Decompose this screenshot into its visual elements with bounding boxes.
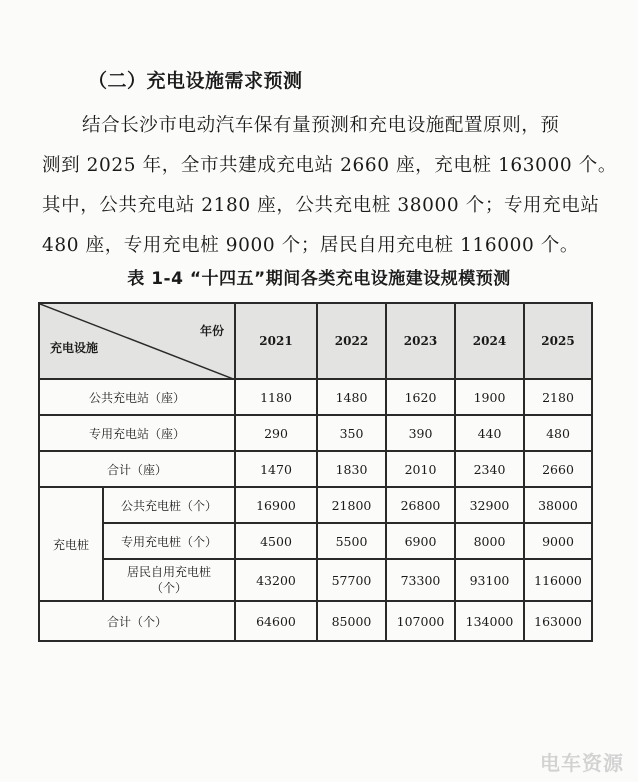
table-cell: 390 [386, 415, 455, 451]
body-paragraph [42, 106, 617, 266]
year-header: 2024 [455, 303, 524, 379]
table-cell: 134000 [455, 601, 524, 641]
year-header: 2023 [386, 303, 455, 379]
section-heading: （二）充电设施需求预测 [88, 70, 303, 92]
paragraph-line: 结合长沙市电动汽车保有量预测和充电设施配置原则，预 [82, 115, 560, 136]
table-cell: 64600 [235, 601, 317, 641]
year-header: 2022 [317, 303, 386, 379]
table-cell: 21800 [317, 487, 386, 523]
row-label [103, 559, 235, 601]
table-cell: 1620 [386, 379, 455, 415]
table-cell: 116000 [524, 559, 592, 601]
table-cell: 1900 [455, 379, 524, 415]
table-row [39, 379, 592, 415]
table-cell: 38000 [524, 487, 592, 523]
table-cell: 85000 [317, 601, 386, 641]
table-cell: 43200 [235, 559, 317, 601]
table-row [39, 559, 592, 601]
row-label: 合计（座） [39, 451, 235, 487]
table-cell: 440 [455, 415, 524, 451]
table-row [39, 601, 592, 641]
table-cell: 73300 [386, 559, 455, 601]
table-cell: 8000 [455, 523, 524, 559]
table-cell: 1470 [235, 451, 317, 487]
table-cell: 107000 [386, 601, 455, 641]
table-cell: 1480 [317, 379, 386, 415]
table-cell: 350 [317, 415, 386, 451]
row-label: 合计（个） [39, 601, 235, 641]
paragraph-line: 测到 2025 年，全市共建成充电站 2660 座，充电桩 163000 个。 [42, 155, 617, 176]
table-cell: 32900 [455, 487, 524, 523]
table-cell: 26800 [386, 487, 455, 523]
row-label: 专用充电桩（个） [103, 523, 235, 559]
table-cell: 4500 [235, 523, 317, 559]
table-caption: 表 1-4 “十四五”期间各类充电设施建设规模预测 [127, 269, 511, 289]
table-header-row [39, 303, 592, 379]
table-cell: 163000 [524, 601, 592, 641]
corner-label-facility: 充电设施 [50, 341, 99, 355]
table-row [39, 451, 592, 487]
row-label: 专用充电站（座） [39, 415, 235, 451]
watermark: 电车资源 [540, 751, 624, 775]
table-row [39, 487, 592, 523]
year-header: 2025 [524, 303, 592, 379]
table-cell: 2660 [524, 451, 592, 487]
paragraph-line: 480 座，专用充电桩 9000 个；居民自用充电桩 116000 个。 [42, 235, 580, 256]
table-cell: 16900 [235, 487, 317, 523]
table-cell: 2010 [386, 451, 455, 487]
table-cell: 2180 [524, 379, 592, 415]
table-cell: 290 [235, 415, 317, 451]
row-label: 公共充电桩（个） [103, 487, 235, 523]
table-cell: 9000 [524, 523, 592, 559]
corner-label-year: 年份 [199, 324, 224, 338]
row-label: 公共充电站（座） [39, 379, 235, 415]
pile-group-label: 充电桩 [39, 487, 103, 601]
table-cell: 480 [524, 415, 592, 451]
table-row [39, 523, 592, 559]
row-label-line: （个） [150, 581, 187, 595]
table-cell: 5500 [317, 523, 386, 559]
table-corner-cell [39, 303, 235, 379]
table-row [39, 415, 592, 451]
table-cell: 6900 [386, 523, 455, 559]
forecast-table [38, 302, 593, 642]
table-cell: 93100 [455, 559, 524, 601]
year-header: 2021 [235, 303, 317, 379]
row-label-line: 居民自用充电桩 [126, 565, 211, 579]
table-cell: 57700 [317, 559, 386, 601]
paragraph-line: 其中，公共充电站 2180 座，公共充电桩 38000 个；专用充电站 [42, 195, 600, 216]
table-cell: 2340 [455, 451, 524, 487]
table-cell: 1830 [317, 451, 386, 487]
table-cell: 1180 [235, 379, 317, 415]
